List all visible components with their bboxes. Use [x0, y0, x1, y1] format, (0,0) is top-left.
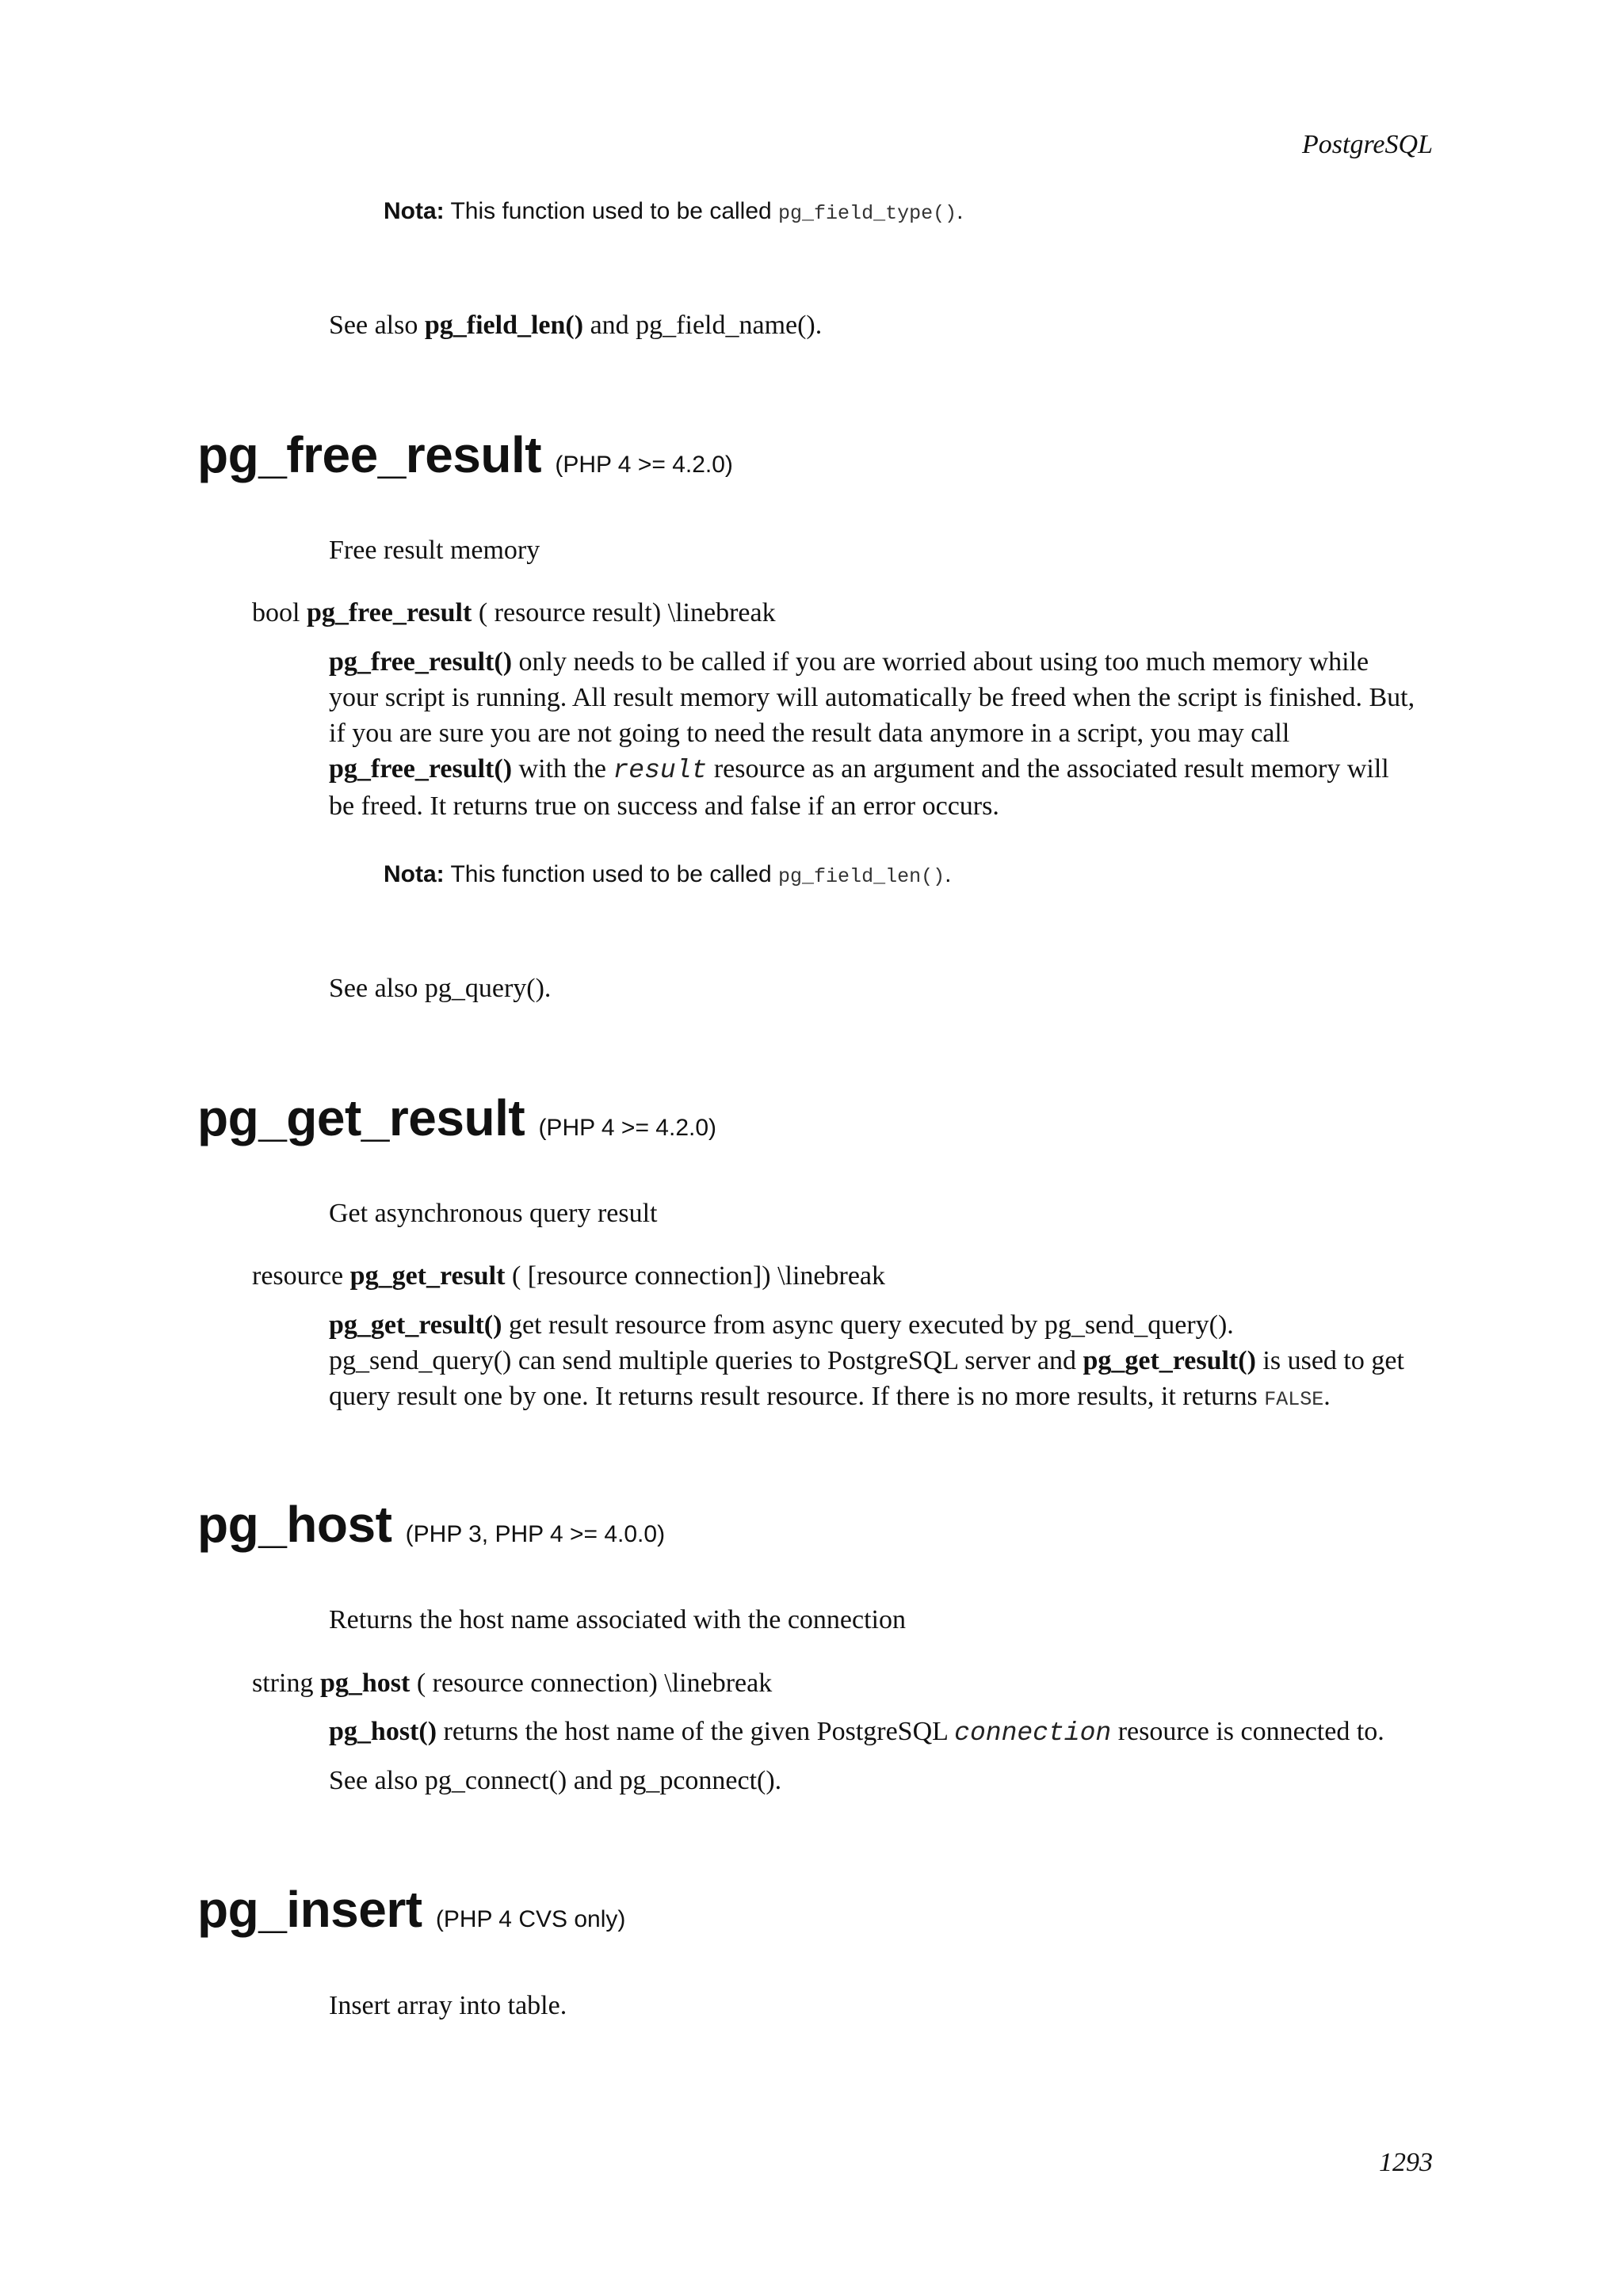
- heading-version: (PHP 4 CVS only): [435, 1906, 626, 1932]
- see-also-query: See also pg_query().: [329, 974, 552, 1003]
- desc-text: is used to get: [1262, 1346, 1404, 1375]
- desc-line-5: be freed. It returns true on success and false if an error occurs.: [329, 791, 999, 821]
- desc-text: only needs to be called if you are worried about using too much memory while: [518, 647, 1369, 677]
- desc-text: resource as an argument and the associated result memory will: [713, 754, 1389, 784]
- note-field-len: [384, 861, 951, 888]
- func-ref: pg_free_result(): [329, 647, 513, 677]
- desc-text: resource is connected to.: [1117, 1717, 1384, 1746]
- synopsis-args: ( resource result) \linebreak: [478, 598, 776, 627]
- heading-name: pg_insert: [197, 1881, 422, 1938]
- synopsis-free-result: [252, 595, 776, 631]
- note-field-type: [384, 198, 963, 225]
- page-number: 1293: [1379, 2148, 1433, 2177]
- synopsis-name: pg_free_result: [306, 598, 472, 627]
- desc-get-result: [329, 1307, 1404, 1417]
- see-also-rest: and pg_field_name().: [590, 311, 823, 340]
- heading-pg-host: [197, 1495, 665, 1554]
- desc-line-3: if you are sure you are not going to need the result data anymore in a script, you may call: [329, 719, 1290, 748]
- note-tail: .: [957, 198, 964, 224]
- heading-pg-free-result: [197, 425, 733, 484]
- synopsis-args: ( resource connection) \linebreak: [416, 1669, 773, 1698]
- note-code: pg_field_type(): [778, 202, 957, 225]
- synopsis-args: ( [resource connection]) \linebreak: [511, 1261, 886, 1291]
- desc-line-1: [329, 1307, 1404, 1343]
- synopsis-type: resource: [252, 1261, 344, 1291]
- param-connection: connection: [954, 1718, 1112, 1748]
- purpose-host: Returns the host name associated with the connection: [329, 1605, 906, 1634]
- heading-pg-get-result: [197, 1089, 716, 1147]
- note-label: Nota:: [384, 861, 445, 887]
- see-also-connect: See also pg_connect() and pg_pconnect().: [329, 1766, 782, 1795]
- desc-free-result: [329, 644, 1415, 824]
- heading-name: pg_get_result: [197, 1089, 525, 1146]
- heading-version: (PHP 4 >= 4.2.0): [538, 1115, 717, 1141]
- func-ref: pg_get_result(): [329, 1310, 502, 1340]
- synopsis-host: [252, 1665, 772, 1701]
- desc-text: returns the host name of the given PostgreSQL: [443, 1717, 948, 1746]
- desc-tail: .: [1323, 1382, 1331, 1411]
- heading-version: (PHP 3, PHP 4 >= 4.0.0): [405, 1521, 666, 1547]
- see-also-func: pg_field_len(): [424, 311, 584, 340]
- desc-text: get result resource from async query executed by pg_send_query().: [508, 1310, 1234, 1340]
- func-ref: pg_get_result(): [1083, 1346, 1256, 1375]
- func-ref: pg_host(): [329, 1717, 437, 1746]
- synopsis-name: pg_get_result: [349, 1261, 506, 1291]
- heading-pg-insert: [197, 1880, 625, 1939]
- desc-host: [329, 1714, 1384, 1751]
- see-also-field-len: [329, 307, 822, 343]
- synopsis-type: bool: [252, 598, 300, 627]
- see-also-lead: See also: [329, 311, 418, 340]
- desc-text: with the: [518, 754, 606, 784]
- heading-name: pg_free_result: [197, 426, 542, 483]
- purpose-free-result: Free result memory: [329, 536, 540, 565]
- func-ref: pg_free_result(): [329, 754, 513, 784]
- purpose-get-result: Get asynchronous query result: [329, 1199, 658, 1228]
- note-text: This function used to be called: [450, 861, 772, 887]
- desc-line-3: [329, 1379, 1404, 1417]
- heading-name: pg_host: [197, 1496, 392, 1553]
- synopsis-type: string: [252, 1669, 314, 1698]
- desc-line-1: [329, 644, 1415, 680]
- constant-false: FALSE: [1264, 1388, 1324, 1411]
- param-result: result: [613, 756, 708, 785]
- synopsis-name: pg_host: [319, 1669, 411, 1698]
- note-tail: .: [945, 861, 952, 887]
- desc-line-2: [329, 1343, 1404, 1379]
- note-label: Nota:: [384, 198, 445, 224]
- desc-text: query result one by one. It returns result resource. If there is no more results, it returns: [329, 1382, 1258, 1411]
- purpose-insert: Insert array into table.: [329, 1991, 567, 2020]
- note-code: pg_field_len(): [778, 865, 945, 888]
- synopsis-get-result: [252, 1258, 885, 1294]
- desc-line-2: your script is running. All result memory will automatically be freed when the script is finished. But,: [329, 683, 1415, 712]
- desc-text: pg_send_query() can send multiple queries to PostgreSQL server and: [329, 1346, 1076, 1375]
- desc-line-4: [329, 751, 1415, 788]
- note-text: This function used to be called: [450, 198, 772, 224]
- running-head: PostgreSQL: [1302, 130, 1433, 159]
- heading-version: (PHP 4 >= 4.2.0): [555, 452, 733, 478]
